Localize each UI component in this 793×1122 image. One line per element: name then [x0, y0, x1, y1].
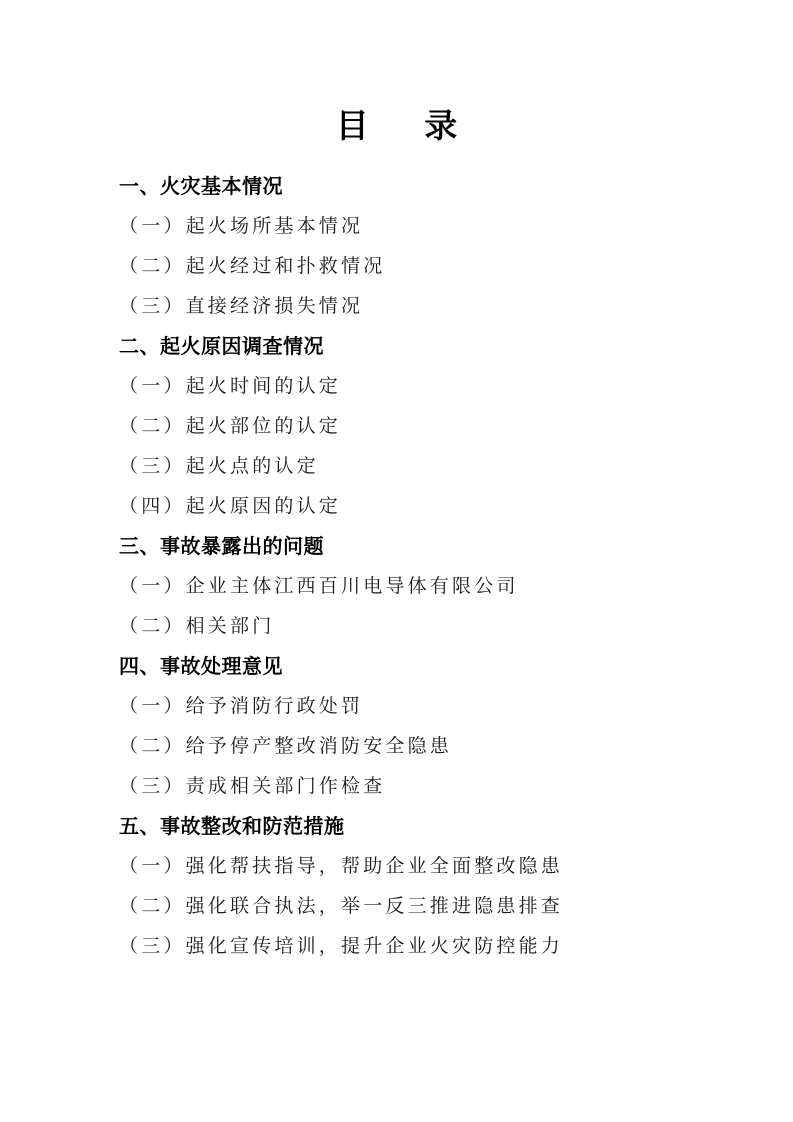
toc-item: （一）给予消防行政处罚	[119, 695, 364, 717]
toc-item: （二）起火经过和扑救情况	[119, 255, 386, 277]
page-title: 目 录	[335, 106, 480, 145]
toc-section-heading: 四、事故处理意见	[119, 654, 283, 678]
toc-item: （一）起火场所基本情况	[119, 215, 364, 237]
toc-section-heading: 五、事故整改和防范措施	[119, 814, 345, 838]
toc-item: （三）起火点的认定	[119, 455, 319, 477]
toc-item: （三）强化宣传培训，提升企业火灾防控能力	[119, 935, 564, 957]
toc-item: （一）起火时间的认定	[119, 375, 342, 397]
toc-item: （四）起火原因的认定	[119, 495, 342, 517]
toc-item: （一）企业主体江西百川电导体有限公司	[119, 575, 519, 597]
toc-item: （一）强化帮扶指导，帮助企业全面整改隐患	[119, 855, 564, 877]
toc-section-heading: 三、事故暴露出的问题	[119, 534, 324, 558]
toc-item: （二）起火部位的认定	[119, 415, 342, 437]
toc-item: （三）责成相关部门作检查	[119, 775, 386, 797]
toc-item: （二）给予停产整改消防安全隐患	[119, 735, 453, 757]
toc-section-heading: 二、起火原因调查情况	[119, 334, 324, 358]
toc-item: （三）直接经济损失情况	[119, 295, 364, 317]
toc-item: （二）强化联合执法，举一反三推进隐患排查	[119, 895, 564, 917]
toc-item: （二）相关部门	[119, 615, 275, 637]
table-of-contents	[119, 166, 719, 966]
toc-section-heading: 一、火灾基本情况	[119, 174, 283, 198]
